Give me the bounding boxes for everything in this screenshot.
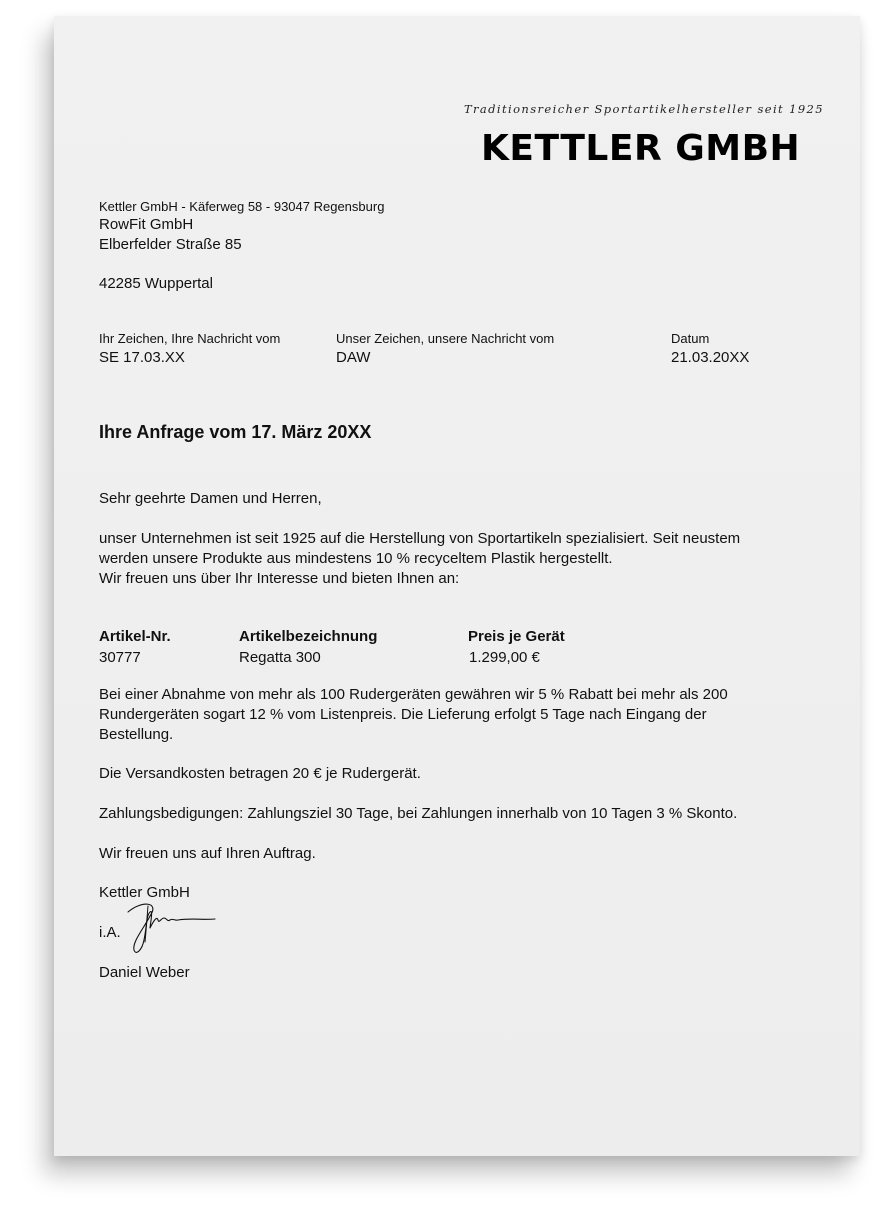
company-tagline: Traditionsreicher Sportartikelhersteller seit 1925 [463, 102, 824, 116]
discount-line: Bestellung. [99, 726, 174, 743]
handwritten-signature [120, 898, 220, 958]
our-reference-value: DAW [336, 349, 371, 366]
company-logo-text: KETTLER GMBH [481, 128, 801, 169]
your-reference-value: SE 17.03.XX [99, 349, 185, 366]
our-reference-label: Unser Zeichen, unsere Nachricht vom [336, 331, 555, 346]
signature-proxy: i.A. [99, 924, 121, 941]
intro-line: unser Unternehmen ist seit 1925 auf die Herstellung von Sportartikeln spezialisiert. Seit neustem [99, 530, 741, 547]
intro-paragraph [99, 529, 799, 589]
table-cell-price: 1.299,00 € [469, 649, 540, 666]
intro-line: werden unsere Produkte aus mindestens 10 % recyceltem Plastik hergestellt. [99, 550, 613, 567]
table-header-price: Preis je Gerät [468, 628, 565, 645]
recipient-name: RowFit GmbH [99, 216, 194, 233]
date-label: Datum [671, 331, 710, 346]
letter-page [54, 16, 860, 1156]
closing-paragraph: Wir freuen uns auf Ihren Auftrag. [99, 845, 316, 862]
discount-line: Rundergeräten sogart 12 % vom Listenpreis. Die Lieferung erfolgt 5 Tage nach Eingang der [99, 706, 707, 723]
table-cell-article-name: Regatta 300 [239, 649, 321, 666]
intro-line: Wir freuen uns über Ihr Interesse und bieten Ihnen an: [99, 570, 460, 587]
sender-address-line: Kettler GmbH - Käferweg 58 - 93047 Regensburg [99, 199, 385, 214]
table-header-article-number: Artikel-Nr. [99, 628, 171, 645]
signature-company: Kettler GmbH [99, 884, 190, 901]
recipient-city: 42285 Wuppertal [99, 275, 213, 292]
date-value: 21.03.20XX [671, 349, 750, 366]
salutation: Sehr geehrte Damen und Herren, [99, 490, 322, 507]
signatory-name: Daniel Weber [99, 964, 190, 981]
discount-line: Bei einer Abnahme von mehr als 100 Rudergeräten gewähren wir 5 % Rabatt bei mehr als 200 [99, 686, 728, 703]
your-reference-label: Ihr Zeichen, Ihre Nachricht vom [99, 331, 281, 346]
letter-subject: Ihre Anfrage vom 17. März 20XX [99, 422, 372, 442]
table-header-article-name: Artikelbezeichnung [239, 628, 378, 645]
discount-paragraph [99, 685, 799, 745]
table-cell-article-number: 30777 [99, 649, 141, 666]
shipping-paragraph: Die Versandkosten betragen 20 € je Rudergerät. [99, 765, 421, 782]
payment-terms-paragraph: Zahlungsbedigungen: Zahlungsziel 30 Tage, bei Zahlungen innerhalb von 10 Tagen 3 % Skonto. [99, 805, 738, 822]
recipient-street: Elberfelder Straße 85 [99, 236, 242, 253]
